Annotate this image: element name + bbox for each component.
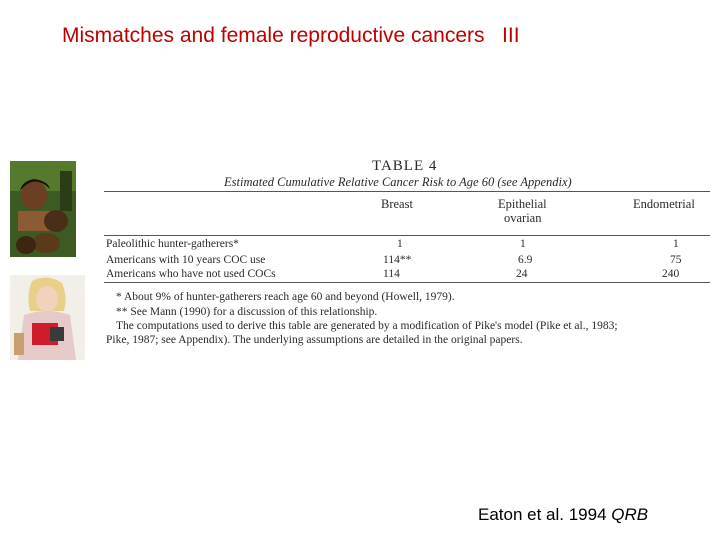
footnote-1: * About 9% of hunter-gatherers reach age 60 and beyond (Howell, 1979).: [116, 291, 455, 303]
row-label: Americans who have not used COCs: [106, 268, 276, 280]
cell-breast: 114**: [383, 254, 412, 266]
footnote-4: Pike, 1987; see Appendix). The underlying assumptions are detailed in the original papers.: [106, 334, 523, 346]
cell-endometrial: 240: [662, 268, 680, 280]
citation-journal: QRB: [611, 505, 649, 524]
cell-ovarian: 6.9: [518, 254, 533, 266]
column-header-ovarian: ovarian: [504, 211, 542, 225]
column-header-epithelial: Epithelial: [498, 197, 547, 211]
citation: [478, 505, 648, 525]
cancer-risk-table: [100, 158, 712, 358]
footnote-2: ** See Mann (1990) for a discussion of this relationship.: [116, 306, 378, 318]
footnote-3: The computations used to derive this table are generated by a modification of Pike's model (Pike et al., 1983;: [116, 320, 618, 332]
column-header-epithelial-ovarian: [498, 197, 547, 225]
cell-breast: 114: [383, 268, 400, 280]
slide-title: Mismatches and female reproductive cancers III: [62, 24, 520, 47]
cell-endometrial: 1: [673, 238, 679, 250]
table-bottom-rule: [104, 282, 710, 283]
row-label: Americans with 10 years COC use: [106, 254, 266, 266]
table-header-rule: [104, 235, 710, 236]
column-header-endometrial: Endometrial: [633, 197, 695, 211]
cell-endometrial: 75: [670, 254, 682, 266]
cell-breast: 1: [397, 238, 403, 250]
hunter-gatherer-illustration: [10, 161, 76, 257]
table-title: TABLE 4: [372, 158, 438, 174]
cell-ovarian: 24: [516, 268, 528, 280]
hunter-gatherer-photo: [10, 161, 76, 257]
cell-ovarian: 1: [520, 238, 526, 250]
column-header-breast: Breast: [381, 197, 413, 211]
citation-authors: Eaton et al. 1994: [478, 505, 612, 524]
modern-woman-photo: [10, 275, 85, 360]
modern-woman-illustration: [10, 275, 85, 360]
row-label: Paleolithic hunter-gatherers*: [106, 238, 239, 250]
table-subtitle: Estimated Cumulative Relative Cancer Risk to Age 60 (see Appendix): [224, 175, 572, 189]
table-top-rule: [104, 191, 710, 192]
